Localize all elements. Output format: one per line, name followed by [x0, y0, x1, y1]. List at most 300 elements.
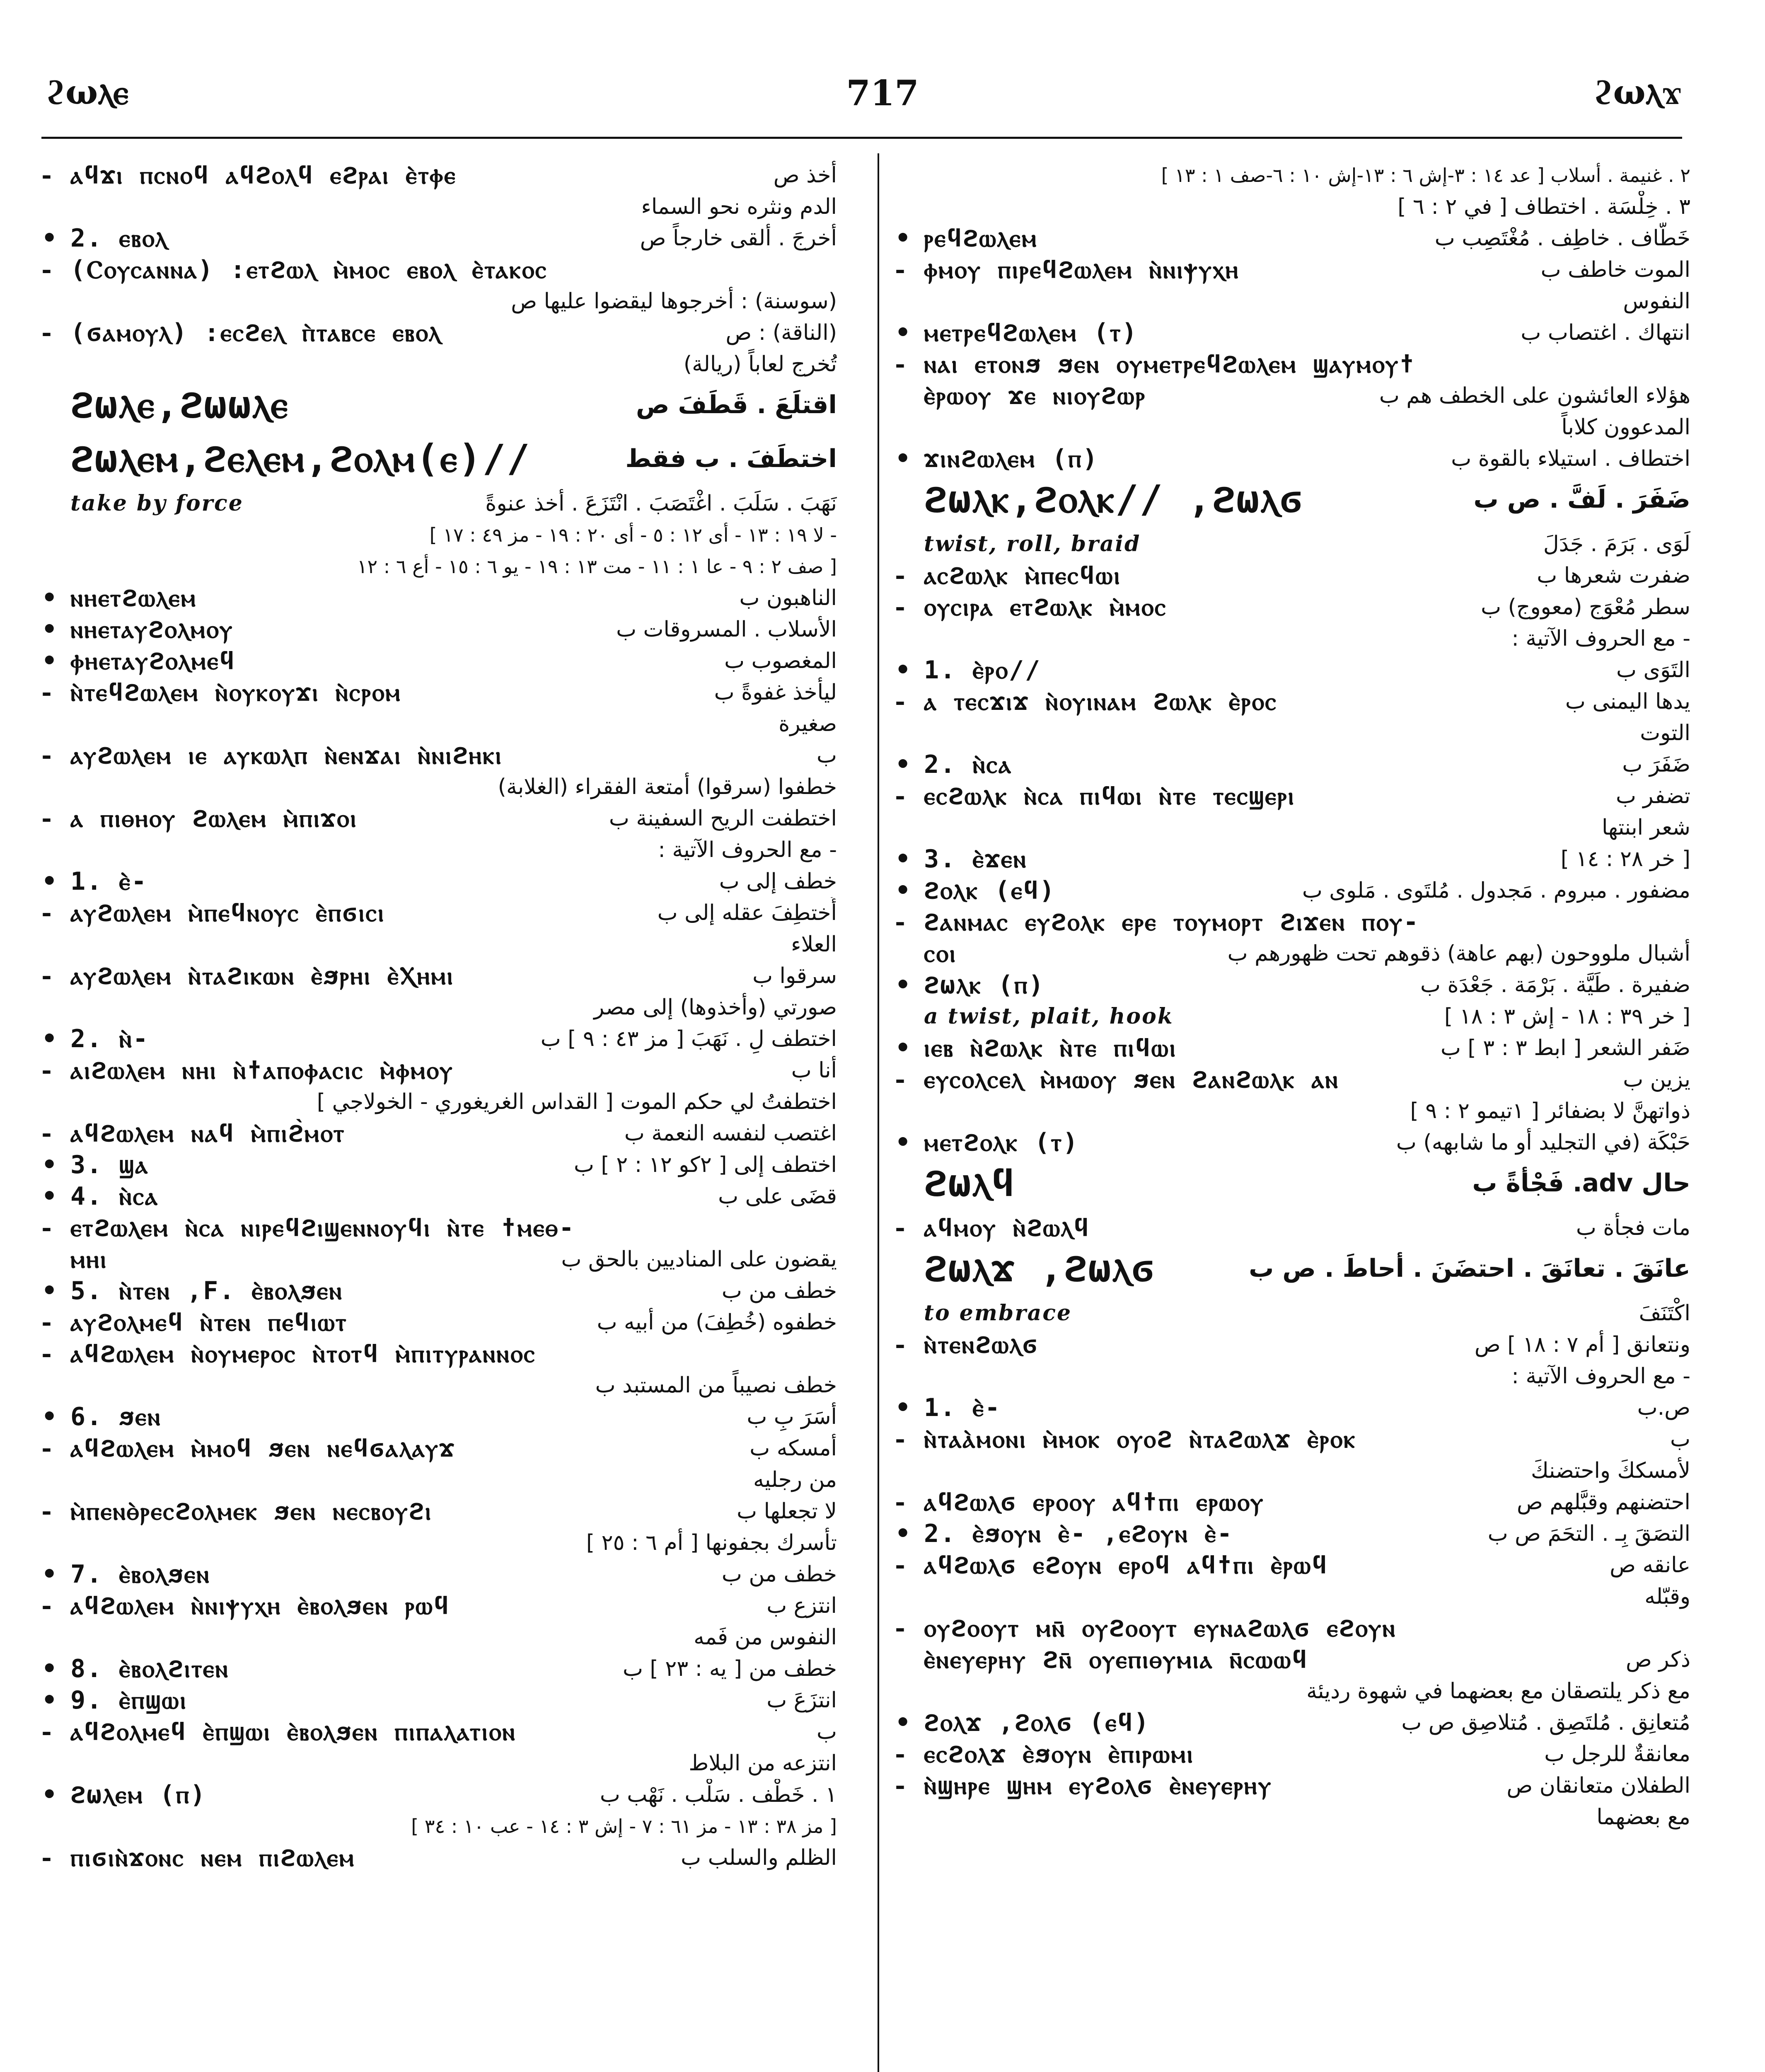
arabic-definition: ب — [817, 743, 837, 768]
arabic-definition: ضفرت شعرها ب — [1537, 563, 1690, 588]
dictionary-line — [895, 1738, 1690, 1770]
coptic-text: 2. ⲛ̀ⲥⲁ — [924, 750, 1013, 779]
arabic-definition: أشبال ملووحون (بهم عاهة) ذقوهم تحت ظهورهم ب — [1227, 941, 1690, 966]
scripture-reference: [ مز ٣٨ : ١٣ - مز ٦١ : ٧ - إش ٣ : ١٤ - عب ١٠ : ٣٤ ] — [411, 1815, 837, 1837]
arabic-definition: يقضون على المناديين بالحق ب — [561, 1247, 837, 1272]
dash-marker: - — [895, 350, 905, 379]
arabic-definition: مات فجأة ب — [1576, 1215, 1690, 1240]
arabic-definition: اغتصب لنفسه النعمة ب — [624, 1121, 837, 1146]
coptic-text: ϩωⲗⲉ,ϩωωⲗⲉ — [70, 382, 289, 427]
coptic-text: ⲁ ⲡⲓⲑⲏⲟⲩ ϩⲱⲗⲉⲙ ⲙ̀ⲡⲓϫⲟⲓ — [70, 804, 358, 833]
dash-marker: - — [895, 1614, 905, 1643]
coptic-text: ⲙⲉⲧⲣⲉϥϩⲱⲗⲉⲙ (ⲧ) — [924, 318, 1138, 347]
dash-marker: - — [895, 593, 905, 622]
dash-marker: - — [41, 1843, 52, 1872]
dictionary-line — [895, 474, 1690, 528]
dictionary-line — [41, 645, 837, 677]
coptic-text: ⲡⲓϭⲓⲛ̀ϫⲟⲛⲥ ⲛⲉⲙ ⲡⲓϩⲱⲗⲉⲙ — [70, 1843, 355, 1872]
arabic-definition: أُختطِفَ عقله إلى ب — [657, 900, 837, 925]
arabic-definition: ضَفر الشعر [ ابط ٣ : ٣ ] ب — [1440, 1036, 1690, 1060]
coptic-text: 1. ⲉ̀- — [924, 1393, 1001, 1422]
bullet-marker: • — [41, 1686, 58, 1715]
arabic-definition: ب — [817, 1719, 837, 1744]
dictionary-line — [41, 582, 837, 614]
arabic-definition: خطف نصيباً من المستبد ب — [595, 1373, 837, 1398]
dash-marker: - — [895, 561, 905, 590]
arabic-definition: صورتي (وأخذوها) إلى مصر — [594, 995, 837, 1020]
coptic-text: ⲁⲩϩⲟⲗⲙⲉϥ ⲛ̀ⲧⲉⲛ ⲡⲉϥⲓⲱⲧ — [70, 1308, 348, 1337]
arabic-definition: انتزعه من البلاط — [689, 1751, 837, 1776]
dictionary-line — [895, 1549, 1690, 1581]
bullet-marker: • — [895, 845, 911, 874]
dictionary-line — [41, 1685, 837, 1716]
arabic-definition: مع بعضهما — [1596, 1805, 1690, 1830]
coptic-text: 1. ⲉ̀ⲣⲟ// — [924, 656, 1042, 685]
dash-marker: - — [41, 741, 52, 770]
coptic-text: ⲁϥⲙⲟⲩ ⲛ̀ϩⲱⲗϥ — [924, 1213, 1090, 1242]
dash-marker: - — [895, 255, 905, 284]
arabic-definition: خَطَّاف . خاطِف . مُغْتَصِب ب — [1434, 226, 1690, 251]
arabic-definition: اختطفت الريح السفينة ب — [609, 806, 837, 831]
bullet-marker: • — [41, 1560, 58, 1589]
coptic-text: ⲉⲥϩⲱⲗⲕ ⲛ̀ⲥⲁ ⲡⲓϥⲱⲓ ⲛ̀ⲧⲉ ⲧⲉⲥϣⲉⲣⲓ — [924, 782, 1295, 811]
dictionary-line — [895, 1212, 1690, 1244]
coptic-text: ⲁϥϩⲱⲗⲉⲙ ⲛ̀ⲟⲩⲙⲉⲣⲟⲥ ⲛ̀ⲧⲟⲧϥ ⲙ̀ⲡⲓⲧⲩⲣⲁⲛⲛⲟⲥ — [70, 1339, 536, 1368]
coptic-text: ⲙⲉⲧϩⲟⲗⲕ (ⲧ) — [924, 1128, 1079, 1157]
coptic-text: 9. ⲉ̀ⲡϣⲱⲓ — [70, 1686, 187, 1715]
arabic-definition: ضفيرة . طَيَّة . بَرْمَة . جَعْدَة ب — [1420, 973, 1690, 997]
dictionary-line — [41, 254, 837, 286]
bullet-marker: • — [895, 1708, 911, 1737]
dictionary-line — [41, 1275, 837, 1307]
coptic-text: 3. ⲉ̀ϫⲉⲛ — [924, 845, 1028, 874]
dictionary-line — [41, 929, 837, 960]
dash-marker: - — [895, 1771, 905, 1800]
coptic-text: ⲓⲉⲃ ⲛ̀ϩⲱⲗⲕ ⲛ̀ⲧⲉ ⲡⲓϥⲱⲓ — [924, 1034, 1177, 1063]
arabic-definition: الطفلان متعانقان ص — [1506, 1773, 1690, 1798]
coptic-text: ⲟⲩⲥⲓⲣⲁ ⲉⲧϩⲱⲗⲕ ⲙ̀ⲙⲟⲥ — [924, 593, 1167, 622]
dictionary-line — [895, 1423, 1690, 1455]
arabic-definition: اختطف لِ . نَهَبَ [ مز ٤٣ : ٩ ] ب — [540, 1026, 837, 1051]
arabic-definition: عانَقَ . تعانَقَ . احتضَنَ . أحاطَ . ص ب — [1249, 1254, 1690, 1283]
dictionary-line — [41, 223, 837, 254]
dash-marker: - — [895, 1488, 905, 1517]
dictionary-line — [41, 1496, 837, 1527]
bullet-marker: • — [41, 224, 58, 253]
coptic-text: ⲁⲩϩⲱⲗⲉⲙ ⲙ̀ⲡⲉϥⲛⲟⲩⲥ ⲉ̀ⲡϭⲓⲥⲓ — [70, 898, 385, 927]
dash-marker: - — [41, 804, 52, 833]
bullet-marker: • — [41, 1654, 58, 1683]
dictionary-line — [895, 1801, 1690, 1833]
arabic-definition: من رجليه — [753, 1467, 837, 1492]
arabic-definition: (سوسنة) : أخرجوها ليقضوا عليها ص — [511, 289, 837, 314]
arabic-definition: قضَى على ب — [718, 1184, 837, 1209]
running-head-right: ϩωⲗϫ — [1593, 73, 1682, 112]
coptic-text: ϫⲓⲛϩⲱⲗⲉⲙ (ⲡ) — [924, 444, 1099, 473]
dictionary-line — [895, 938, 1690, 969]
dash-marker: - — [41, 1591, 52, 1620]
arabic-definition: خطف من ب — [721, 1278, 837, 1303]
coptic-text: ⲙ̀ⲡⲉⲛⲑ̀ⲣⲉⲥϩⲟⲗⲙⲉⲕ ϧⲉⲛ ⲛⲉⲥⲃⲟⲩϩⲓ — [70, 1497, 433, 1526]
coptic-text: ⲉⲥϩⲟⲗϫ ⲉ̀ϧⲟⲩⲛ ⲉ̀ⲡⲓⲣⲱⲙⲓ — [924, 1740, 1194, 1769]
dictionary-line — [895, 560, 1690, 591]
coptic-text: (Ⲥⲟⲩⲥⲁⲛⲛⲁ) :ⲉⲧϩⲱⲗ ⲙ̀ⲙⲟⲥ ⲉⲃⲟⲗ ⲉ̀ⲧⲁⲕⲟⲥ — [70, 255, 548, 284]
coptic-text: ⲁⲩϩⲱⲗⲉⲙ ⲓⲉ ⲁⲩⲕⲱⲗⲡ ⲛ̀ⲉⲛϫⲁⲓ ⲛ̀ⲛⲓϩⲏⲕⲓ — [70, 741, 503, 770]
arabic-definition: الدم ونثره نحو السماء — [641, 194, 837, 219]
arabic-definition: أخرجَ . ألقى خارجاً ص — [640, 226, 837, 251]
dictionary-line — [895, 843, 1690, 875]
coptic-text: 4. ⲛ̀ⲥⲁ — [70, 1182, 159, 1211]
dictionary-line — [895, 286, 1690, 317]
arabic-definition: خطفوه (خُطِفَ) من أبيه ب — [597, 1310, 837, 1335]
dictionary-line — [41, 614, 837, 645]
dictionary-line — [895, 1392, 1690, 1423]
english-gloss: take by force — [70, 491, 244, 516]
coptic-text: ⲫⲙⲟⲩ ⲡⲓⲣⲉϥϩⲱⲗⲉⲙ ⲛ̀ⲛⲓⲯⲩⲭⲏ — [924, 255, 1240, 284]
dictionary-line — [41, 1338, 837, 1370]
dash-marker: - — [895, 1330, 905, 1359]
dictionary-line — [895, 1032, 1690, 1064]
dictionary-line — [895, 528, 1690, 560]
coptic-text: ϩⲟⲗϫ ,ϩⲟⲗϭ (ⲉϥ) — [924, 1708, 1150, 1737]
arabic-definition: يدها اليمنى ب — [1565, 689, 1690, 714]
arabic-definition: [ خر ٣٩ : ١٨ - إش ٣ : ١٨ ] — [1444, 1004, 1690, 1029]
arabic-definition: مع ذكر يلتصقان مع بعضهما في شهوة رديئة — [1306, 1679, 1690, 1704]
arabic-definition: مُتعانِق . مُلتَصِق . مُتلاصِق ص ب — [1401, 1710, 1690, 1735]
coptic-text: 2. ⲉ̀ϧⲟⲩⲛ ⲉ̀- ,ⲉϩⲟⲩⲛ ⲉ̀- — [924, 1519, 1233, 1548]
dictionary-line — [895, 875, 1690, 906]
dictionary-line — [41, 897, 837, 929]
dictionary-line — [41, 992, 837, 1023]
arabic-definition: الموت خاطف ب — [1540, 257, 1690, 282]
arabic-definition: يزين ب — [1623, 1067, 1690, 1092]
coptic-text: ⲟⲩϩⲟⲟⲩⲧ ⲙⲛ̄ ⲟⲩϩⲟⲟⲩⲧ ⲉⲩⲛⲁϩⲱⲗϭ ⲉϩⲟⲩⲛ — [924, 1614, 1396, 1643]
dictionary-line — [895, 591, 1690, 623]
coptic-text: ⲛ̀ⲧⲉϥϩⲱⲗⲉⲙ ⲛ̀ⲟⲩⲕⲟⲩϫⲓ ⲛ̀ⲥⲣⲟⲙ — [70, 678, 401, 707]
arabic-definition: انتزع ب — [766, 1593, 837, 1618]
dictionary-line — [41, 1055, 837, 1086]
dictionary-line — [895, 1244, 1690, 1297]
coptic-text: 1. ⲉ̀- — [70, 867, 148, 896]
coptic-text: ⲁⲥϩⲱⲗⲕ ⲙ̀ⲡⲉⲥϥⲱⲓ — [924, 561, 1121, 590]
arabic-definition: ونتعانق [ أم ٧ : ١٨ ] ص — [1474, 1332, 1690, 1357]
dictionary-line — [41, 708, 837, 740]
dictionary-line — [41, 380, 837, 434]
coptic-text: 2. ⲉⲃⲟⲗ — [70, 224, 168, 253]
bullet-marker: • — [41, 583, 58, 612]
page-number: 717 — [846, 73, 919, 114]
coptic-text: ϩⲁⲛⲙⲁⲥ ⲉⲩϩⲟⲗⲕ ⲉⲣⲉ ⲧⲟⲩⲙⲟⲣⲧ ϩⲓϫⲉⲛ ⲡⲟⲩ- — [924, 908, 1420, 937]
coptic-text: ⲁϥϫⲓ ⲡⲥⲛⲟϥ ⲁϥϩⲟⲗϥ ⲉϩⲣⲁⲓ ⲉ̀ⲧⲫⲉ — [70, 161, 457, 190]
dictionary-line — [895, 1581, 1690, 1612]
dictionary-line — [895, 812, 1690, 843]
dictionary-line — [895, 686, 1690, 717]
arabic-definition: تأسرك بجفونها [ أم ٦ : ٢٥ ] — [586, 1530, 837, 1555]
bullet-marker: • — [41, 1402, 58, 1431]
arabic-definition: ص.ب — [1637, 1395, 1690, 1420]
dictionary-line — [41, 960, 837, 992]
dictionary-line — [41, 519, 837, 551]
dash-marker: - — [895, 782, 905, 811]
coptic-text: ϩωⲗⲕ (ⲡ) — [924, 971, 1045, 1000]
dash-marker: - — [41, 1434, 52, 1463]
bullet-marker: • — [41, 615, 58, 644]
column-divider — [878, 153, 879, 2072]
coptic-text: 8. ⲉ̀ⲃⲟⲗϩⲓⲧⲉⲛ — [70, 1654, 229, 1683]
coptic-text: ⲁϥϩⲱⲗϭ ⲉⲣⲟⲟⲩ ⲁϥϯⲡⲓ ⲉⲣⲱⲟⲩ — [924, 1488, 1265, 1517]
dictionary-line — [895, 654, 1690, 686]
coptic-text: ⲁⲓϩⲱⲗⲉⲙ ⲛⲏⲓ ⲛ̀ϯⲁⲡⲟⲫⲁⲥⲓⲥ ⲙ̀ⲫⲙⲟⲩ — [70, 1056, 454, 1085]
arabic-definition: الناهبون ب — [739, 586, 837, 610]
arabic-definition: خطف إلى ب — [719, 869, 837, 894]
arabic-definition: اقتلَعَ . قَطَفَ ص — [636, 390, 837, 419]
dash-marker: - — [895, 1425, 905, 1454]
dictionary-line — [41, 803, 837, 834]
coptic-text: (ϭⲁⲙⲟⲩⲗ) :ⲉⲥϩⲉⲗ ⲡ̀ⲧⲁⲃⲥⲉ ⲉⲃⲟⲗ — [70, 318, 442, 347]
coptic-text: ϩωⲗϫ ,ϩωⲗϭ — [924, 1246, 1156, 1290]
dictionary-line — [41, 349, 837, 380]
dictionary-line — [41, 191, 837, 223]
coptic-text: ⲙⲏⲓ — [70, 1245, 108, 1274]
arabic-definition: اكْتَنَفَ — [1639, 1301, 1690, 1326]
arabic-definition: هؤلاء العائشون على الخطف هم ب — [1379, 383, 1690, 408]
dictionary-line — [41, 1842, 837, 1874]
arabic-definition: انتهاك . اغتصاب ب — [1521, 320, 1690, 345]
arabic-definition: التصَقَ بِـ . التحَمَ ص ب — [1487, 1521, 1690, 1546]
coptic-text: 2. ⲛ̀- — [70, 1024, 149, 1053]
arabic-definition: نَهَبَ . سَلَبَ . اغْتَصَبَ . انْتَزَعَ . أخذ عنوةً — [485, 491, 837, 516]
dictionary-line — [895, 1770, 1690, 1801]
dictionary-line — [895, 749, 1690, 780]
bullet-marker: • — [895, 971, 911, 1000]
dictionary-line — [895, 443, 1690, 474]
dictionary-line — [895, 1329, 1690, 1360]
dictionary-line — [895, 1455, 1690, 1486]
arabic-definition: احتضنهم وقبَّلهم ص — [1516, 1490, 1690, 1515]
arabic-definition: النفوس — [1623, 289, 1690, 314]
dash-marker: - — [895, 687, 905, 716]
dictionary-line — [895, 906, 1690, 938]
arabic-definition: (الناقة) : ص — [725, 320, 837, 345]
arabic-definition: ليأخذ غفوةً ب — [714, 680, 837, 705]
english-gloss: a twist, plait, hook — [924, 1004, 1174, 1029]
arabic-definition: اختطف إلى [ ٢كو ١٢ : ٢ ] ب — [573, 1152, 837, 1177]
arabic-definition: ب — [1670, 1427, 1690, 1452]
bullet-marker: • — [41, 867, 58, 896]
dash-marker: - — [41, 678, 52, 707]
arabic-definition: - مع الحروف الآتية : — [1511, 1364, 1690, 1389]
dictionary-line — [41, 160, 837, 191]
arabic-definition: ضَفَرَ ب — [1622, 752, 1690, 777]
dictionary-line — [41, 1370, 837, 1401]
arabic-definition: ذكر ص — [1626, 1647, 1690, 1672]
arabic-definition: خطفوا (سرقوا) أمتعة الفقراء (الغلابة) — [498, 775, 837, 799]
bullet-marker: • — [41, 1024, 58, 1053]
coptic-text: ⲁϥϩⲱⲗⲉⲙ ⲛ̀ⲛⲓⲯⲩⲭⲏ ⲉ̀ⲃⲟⲗϧⲉⲛ ⲣⲱϥ — [70, 1591, 450, 1620]
dash-marker: - — [41, 1213, 52, 1242]
dictionary-line — [41, 434, 837, 488]
arabic-definition: حال adv. فَجْأةً ب — [1472, 1169, 1690, 1198]
arabic-definition: اختطَفَ . ب فقط — [625, 444, 837, 473]
right-column — [895, 160, 1690, 1833]
dictionary-line — [895, 349, 1690, 380]
dash-marker: - — [895, 1213, 905, 1242]
bullet-marker: • — [895, 224, 911, 253]
bullet-marker: • — [895, 656, 911, 685]
dictionary-line — [41, 1086, 837, 1118]
dictionary-line — [895, 191, 1690, 223]
coptic-text: ⲉⲧϩⲱⲗⲉⲙ ⲛ̀ⲥⲁ ⲛⲓⲣⲉϥϩⲓϣⲉⲛⲛⲟⲩϥⲓ ⲛ̀ⲧⲉ ϯⲙⲉⲑ- — [70, 1213, 575, 1242]
english-gloss: to embrace — [924, 1300, 1072, 1326]
coptic-text: ϩωⲗⲉⲙ (ⲡ) — [70, 1780, 207, 1809]
arabic-definition: صغيرة — [779, 712, 837, 736]
bullet-marker: • — [41, 1276, 58, 1305]
coptic-text: ⲛ̀ⲧⲁⲁ̀ⲙⲟⲛⲓ ⲙ̀ⲙⲟⲕ ⲟⲩⲟϩ ⲛ̀ⲧⲁϩⲱⲗϫ ⲉ̀ⲣⲟⲕ — [924, 1425, 1356, 1454]
arabic-definition: - مع الحروف الآتية : — [658, 838, 837, 862]
dash-marker: - — [41, 1056, 52, 1085]
english-gloss: twist, roll, braid — [924, 531, 1141, 557]
dash-marker: - — [41, 1339, 52, 1368]
coptic-text: ⲥⲟⲓ — [924, 939, 957, 968]
bullet-marker: • — [895, 1393, 911, 1422]
dash-marker: - — [41, 318, 52, 347]
dictionary-line — [41, 1527, 837, 1559]
bullet-marker: • — [895, 318, 911, 347]
dictionary-line — [895, 780, 1690, 812]
dictionary-line — [895, 623, 1690, 654]
dictionary-line — [41, 740, 837, 771]
arabic-definition: المدعوون كلاباً — [1561, 415, 1690, 440]
header-rule — [41, 137, 1682, 139]
arabic-definition: الظلم والسلب ب — [681, 1845, 837, 1870]
coptic-text: ⲁ ⲧⲉⲥϫⲓϫ ⲛ̀ⲟⲩⲓⲛⲁⲙ ϩⲱⲗⲕ ⲉ̀ⲣⲟⲥ — [924, 687, 1277, 716]
arabic-definition: معانقةٌ للرجل ب — [1544, 1742, 1690, 1767]
arabic-definition: اختطفتُ لي حكم الموت [ القداس الغريغوري - الخولاجي ] — [317, 1089, 837, 1114]
coptic-text: 7. ⲉ̀ⲃⲟⲗϧⲉⲛ — [70, 1560, 210, 1589]
dictionary-line — [895, 1612, 1690, 1644]
arabic-definition: لَوَى . بَرَمَ . جَدَلَ — [1543, 532, 1690, 557]
dictionary-line — [41, 834, 837, 866]
arabic-definition: ١ . خَطْف . سَلْب . نَهْب ب — [600, 1782, 837, 1807]
dictionary-line — [41, 1307, 837, 1338]
arabic-definition: مضفور . مبروم . مَجدول . مُلتَوى . مَلوى ب — [1302, 878, 1690, 903]
dictionary-line — [895, 717, 1690, 749]
dictionary-line — [895, 1095, 1690, 1127]
scripture-reference: ٢ . غنيمة . أسلاب [ عد ١٤ : ٣-إش ٦ : ١٣-إش ١٠ : ٦-صف ١ : ١٣ ] — [1161, 164, 1690, 186]
coptic-text: 3. ϣⲁ — [70, 1150, 149, 1179]
arabic-definition: سطر مُعْوَج (معووج) ب — [1481, 595, 1690, 620]
running-head-left: ϩωⲗⲉ — [46, 73, 128, 112]
dictionary-line — [895, 223, 1690, 254]
bullet-marker: • — [895, 1128, 911, 1157]
coptic-text: ⲛ̀ϣⲏⲣⲉ ϣⲏⲙ ⲉⲩϩⲟⲗϭ ⲉ̀ⲛⲉⲩⲉⲣⲏⲩ — [924, 1771, 1272, 1800]
bullet-marker: • — [41, 1182, 58, 1211]
dictionary-line — [41, 551, 837, 582]
dictionary-line — [895, 1644, 1690, 1675]
coptic-text: ⲁϥϩⲟⲗⲙⲉϥ ⲉ̀ⲡϣⲱⲓ ⲉ̀ⲃⲟⲗϧⲉⲛ ⲡⲓⲡⲁⲗⲁⲧⲓⲟⲛ — [70, 1717, 516, 1746]
dictionary-line — [41, 1181, 837, 1212]
arabic-definition: خطف من [ يه : ٢٣ ] ب — [622, 1656, 837, 1681]
coptic-text: ⲁϥϩⲱⲗⲉⲙ ⲙ̀ⲙⲟϥ ϧⲉⲛ ⲛⲉϥϭⲁⲗⲁⲩϫ — [70, 1434, 455, 1463]
coptic-text: 5. ⲛ̀ⲧⲉⲛ ,F. ⲉ̀ⲃⲟⲗϧⲉⲛ — [70, 1276, 343, 1305]
bullet-marker: • — [41, 1150, 58, 1179]
dash-marker: - — [41, 898, 52, 927]
dictionary-line — [41, 1023, 837, 1055]
coptic-text: ϩⲟⲗⲕ (ⲉϥ) — [924, 876, 1056, 905]
arabic-definition: أسَرَ بِ ب — [747, 1404, 837, 1429]
dictionary-line — [41, 1622, 837, 1653]
dictionary-line — [41, 771, 837, 803]
coptic-text: ⲛⲁⲓ ⲉⲧⲟⲛϧ ϧⲉⲛ ⲟⲩⲙⲉⲧⲣⲉϥϩⲱⲗⲉⲙ ϣⲁⲩⲙⲟⲩϯ — [924, 350, 1416, 379]
dash-marker: - — [41, 961, 52, 990]
bullet-marker: • — [41, 646, 58, 675]
arabic-definition: خطف من ب — [721, 1562, 837, 1587]
dash-marker: - — [895, 1551, 905, 1580]
dictionary-line — [41, 1811, 837, 1842]
coptic-text: ⲛⲏⲉⲧϩⲱⲗⲉⲙ — [70, 583, 197, 612]
dash-marker: - — [41, 1717, 52, 1746]
coptic-text: ⲁϥϩⲱⲗⲉⲙ ⲛⲁϥ ⲙ̀ⲡⲓϩ̀ⲙⲟⲧ — [70, 1119, 346, 1148]
dictionary-line — [41, 1748, 837, 1779]
dictionary-line — [41, 1244, 837, 1275]
arabic-definition: ضَفَرَ . لَفَّ . ص ب — [1473, 485, 1690, 514]
dash-marker: - — [895, 1065, 905, 1094]
dictionary-line — [41, 866, 837, 897]
dictionary-line — [895, 1360, 1690, 1392]
bullet-marker: • — [895, 876, 911, 905]
arabic-definition: اختطاف . استيلاء بالقوة ب — [1451, 446, 1690, 471]
dash-marker: - — [41, 1497, 52, 1526]
arabic-definition: عانقه ص — [1610, 1553, 1690, 1578]
dash-marker: - — [895, 1740, 905, 1769]
arabic-definition: تُخرج لعاباً (ريالة) — [683, 352, 837, 377]
dictionary-line — [41, 1149, 837, 1181]
arabic-definition: المغصوب ب — [724, 649, 837, 673]
arabic-definition: أمسكه ب — [750, 1436, 837, 1461]
coptic-text: ϩωⲗⲕ,ϩⲟⲗⲕ// ,ϩωⲗϭ — [924, 477, 1304, 521]
dictionary-line — [41, 317, 837, 349]
dictionary-line — [41, 1464, 837, 1496]
dictionary-line — [41, 488, 837, 519]
dictionary-line — [41, 1559, 837, 1590]
arabic-definition: ذواتهنَّ لا بضفائر [ ١تيمو ٢ : ٩ ] — [1410, 1099, 1690, 1123]
coptic-text: ϩωⲗⲉⲙ,ϩⲉⲗⲉⲙ,ϩⲟⲗⲙ(ⲉ)// — [70, 436, 531, 481]
arabic-definition: سرقوا ب — [752, 963, 837, 988]
arabic-definition: تضفر ب — [1615, 784, 1690, 808]
arabic-definition: شعر ابنتها — [1602, 815, 1690, 840]
coptic-text: ⲫⲏⲉⲧⲁⲩϩⲟⲗⲙⲉϥ — [70, 646, 236, 675]
coptic-text: ⲣⲉϥϩⲱⲗⲉⲙ — [924, 224, 1038, 253]
arabic-definition: لأمسككَ واحتضنكَ — [1531, 1458, 1690, 1483]
bullet-marker: • — [895, 750, 911, 779]
arabic-definition: أنا ب — [791, 1058, 837, 1083]
dictionary-line — [41, 1118, 837, 1149]
bullet-marker: • — [41, 1780, 58, 1809]
dictionary-line — [895, 160, 1690, 191]
dictionary-line — [895, 1707, 1690, 1738]
bullet-marker: • — [895, 1034, 911, 1063]
arabic-definition: التوت — [1640, 721, 1690, 746]
dictionary-line — [895, 969, 1690, 1001]
dictionary-line — [41, 1779, 837, 1811]
dash-marker: - — [41, 1308, 52, 1337]
arabic-definition: لا تجعلها ب — [737, 1499, 837, 1524]
arabic-definition: حَبْكَة (في التجليد أو ما شابهه) ب — [1396, 1130, 1690, 1155]
left-column — [41, 160, 837, 1874]
scripture-reference: [ لا ١٩ : ١٣ - أى ١٢ : ٥ - أى ٢٠ : ١٩ - مز ٤٩ : ١٧ - — [429, 524, 837, 546]
dash-marker: - — [41, 255, 52, 284]
arabic-definition: - مع الحروف الآتية : — [1511, 626, 1690, 651]
